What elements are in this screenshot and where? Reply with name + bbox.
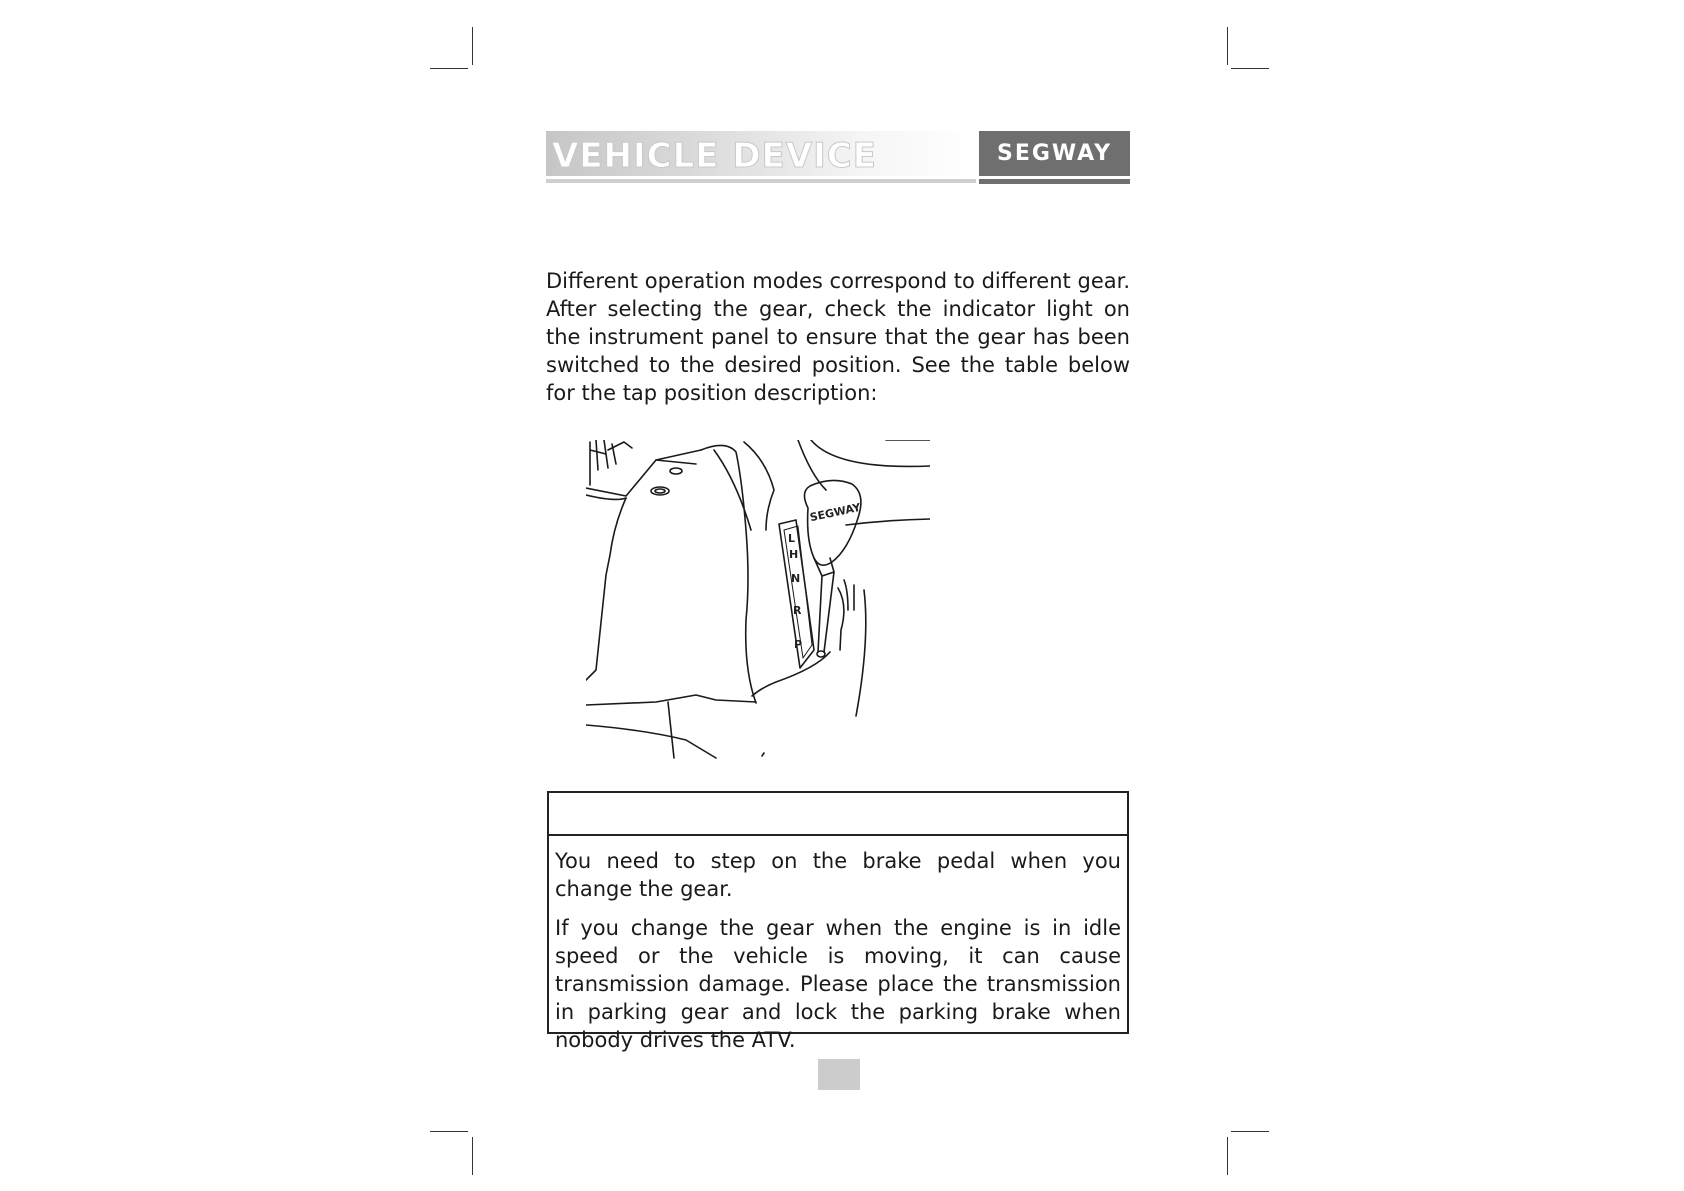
notice-body	[549, 836, 1127, 1054]
crop-mark	[1231, 68, 1269, 69]
knob-logo-text: SEGWAY	[808, 500, 862, 525]
crop-mark	[1227, 1137, 1228, 1175]
crop-mark	[472, 1137, 473, 1175]
section-title-bar	[546, 131, 976, 176]
crop-mark	[1227, 27, 1228, 65]
notice-header	[549, 793, 1127, 836]
crop-mark	[430, 1131, 468, 1132]
header-underline	[546, 179, 976, 183]
notice-box	[547, 791, 1129, 1052]
gear-label-p: P	[794, 638, 803, 651]
intro-paragraph: Different operation modes correspond to different gear. After selecting the gear, check the indicator light on the instrument panel to ensure that the gear has been switched to the desired position. See the table below for the tap position description:	[546, 269, 1130, 405]
brand-logo	[979, 131, 1130, 176]
gear-label-n: N	[791, 572, 801, 585]
brand-underline	[979, 179, 1130, 184]
gear-label-r: R	[793, 604, 802, 617]
brand-logo-text: SEGWAY	[996, 141, 1113, 166]
page-header	[546, 131, 1130, 184]
crop-mark	[1231, 1131, 1269, 1132]
notice-paragraph: You need to step on the brake pedal when you change the gear.	[555, 849, 1121, 901]
notice-paragraph: If you change the gear when the engine is in idle speed or the vehicle is moving, it can cause transmission damage. Please place the transmission in parking gear and lock the parking brake when nobody drives the ATV.	[555, 916, 1121, 1052]
page-number-box	[818, 1059, 860, 1090]
gear-label-h: H	[789, 548, 799, 561]
gear-shifter-drawing	[586, 440, 930, 760]
section-title: VEHICLE DEVICE	[552, 136, 877, 176]
gear-label-l: L	[788, 532, 796, 545]
gear-shifter-illustration	[586, 440, 930, 760]
crop-mark	[430, 68, 468, 69]
crop-mark	[472, 27, 473, 65]
